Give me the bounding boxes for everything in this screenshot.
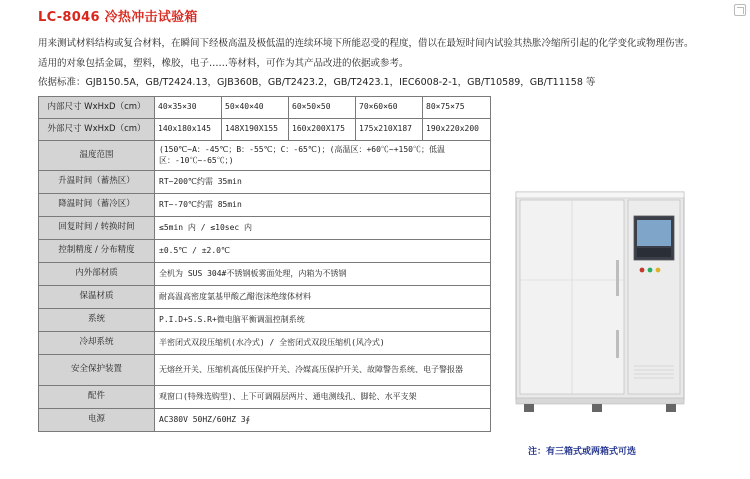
row-value: 观窗口(特殊选购型)、上下可调隔层两片、通电测线孔、脚轮、水平支架: [155, 386, 491, 409]
row-label: 保温材质: [39, 286, 155, 309]
row-value: 无熔丝开关、压缩机高低压保护开关、冷媒高压保护开关、故障警告系统、电子警报器: [155, 355, 491, 386]
row-label: 升温时间（蓄热区）: [39, 171, 155, 194]
row-value: (150℃~A：-45℃；B：-55℃；C：-65℃)；(高温区：+60℃~+150℃；低温区：-10℃~-65℃；): [155, 141, 491, 171]
note-text: 注：有三箱式或两箱式可选: [528, 447, 637, 457]
inner-size-4: 70×60×60: [356, 97, 423, 119]
row-label: 冷却系统: [39, 332, 155, 355]
row-value: AC380V 50HZ/60HZ 3∮: [155, 409, 491, 432]
outer-size-2: 148X190X155: [222, 119, 289, 141]
inner-size-5: 80×75×75: [423, 97, 491, 119]
table-row: [39, 355, 491, 386]
row-value: P.I.D+S.S.R+微电脑平衡调温控制系统: [155, 309, 491, 332]
row-label: 控制精度 / 分布精度: [39, 240, 155, 263]
row-value: RT~200℃约需 35min: [155, 171, 491, 194]
page-title: LC-8046 冷热冲击试验箱: [38, 10, 198, 25]
spec-table: [38, 96, 491, 432]
table-row: [39, 217, 491, 240]
table-row: [39, 309, 491, 332]
outer-size-1: 140x180x145: [155, 119, 222, 141]
row-value: RT~-70℃约需 85min: [155, 194, 491, 217]
external-link-icon[interactable]: [734, 4, 746, 16]
product-image: [512, 190, 688, 416]
row-label: 系统: [39, 309, 155, 332]
inner-size-3: 60×50×50: [289, 97, 356, 119]
inner-size-2: 50×40×40: [222, 97, 289, 119]
table-row: [39, 194, 491, 217]
outer-size-4: 175x210X187: [356, 119, 423, 141]
row-value: 半密闭式双段压缩机(水冷式) / 全密闭式双段压缩机(风冷式): [155, 332, 491, 355]
row-label: 回复时间 / 转换时间: [39, 217, 155, 240]
row-label: 配件: [39, 386, 155, 409]
row-label: 降温时间（蓄冷区）: [39, 194, 155, 217]
table-row: [39, 409, 491, 432]
table-row: [39, 240, 491, 263]
row-value: ≤5min 内 / ≤10sec 内: [155, 217, 491, 240]
table-row: [39, 332, 491, 355]
outer-size-3: 160x200X175: [289, 119, 356, 141]
outer-size-5: 190x220x200: [423, 119, 491, 141]
intro-line-2: 适用的对象包括金属，塑料，橡胶，电子……等材料，可作为其产品改进的依据或参考。: [38, 58, 409, 69]
table-row: [39, 263, 491, 286]
table-row: [39, 286, 491, 309]
table-row: [39, 171, 491, 194]
row-value: 耐高温高密度氯基甲酸乙醋泡沫绝缘体材料: [155, 286, 491, 309]
intro-line-3: 依据标准：GJB150.5A，GB/T2424.13，GJB360B，GB/T2423.2，GB/T2423.1，IEC6008-2-1，GB/T10589，GB/T11158 等: [38, 77, 596, 88]
row-value: ±0.5℃ / ±2.0℃: [155, 240, 491, 263]
row-value: 全机为 SUS 304#不锈钢板雾面处理，内箱为不锈钢: [155, 263, 491, 286]
intro-line-1: 用来测试材料结构或复合材料，在瞬间下经极高温及极低温的连续环境下所能忍受的程度，借以在最短时间内试验其热胀冷缩所引起的化学变化或物理伤害。: [38, 38, 694, 49]
inner-size-label: 内部尺寸 WxHxD（cm）: [39, 97, 155, 119]
table-row: [39, 97, 491, 119]
row-label: 内外部材质: [39, 263, 155, 286]
row-label: 温度范围: [39, 141, 155, 171]
table-row: [39, 119, 491, 141]
row-label: 安全保护装置: [39, 355, 155, 386]
row-label: 电源: [39, 409, 155, 432]
table-row: [39, 141, 491, 171]
outer-size-label: 外部尺寸 WxHxD（cm）: [39, 119, 155, 141]
inner-size-1: 40×35×30: [155, 97, 222, 119]
table-row: [39, 386, 491, 409]
